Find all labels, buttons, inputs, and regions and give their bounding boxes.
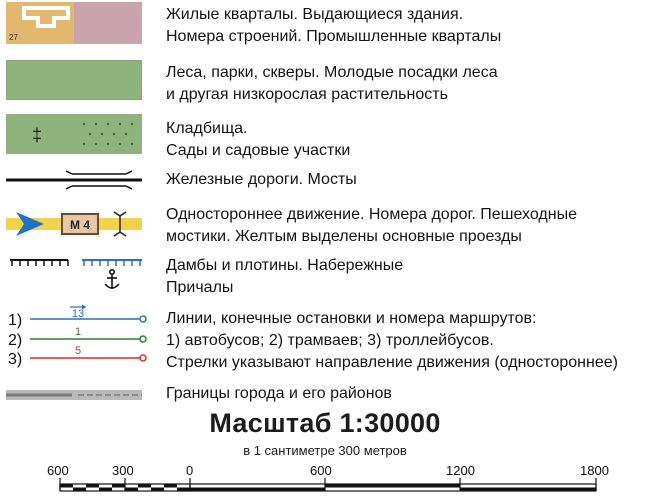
route-trolleybus: [8, 345, 146, 368]
cemetery-symbol: [6, 114, 142, 154]
anchor-icon: [105, 270, 119, 289]
scale-tick-1200: 1200: [446, 463, 475, 478]
legend-text-dams: Дамбы и плотины. Набережные Причалы: [166, 257, 404, 296]
building-number: 27: [9, 33, 18, 42]
scale-tick-600-left: 600: [47, 463, 69, 478]
legend-text-railway: Железные дороги. Мосты: [166, 171, 357, 188]
route-bus-stop-icon: [140, 316, 146, 322]
route-tram-prefix: 2): [8, 332, 23, 349]
legend-row-residential: [0, 0, 650, 48]
legend-text-boundary: Границы города и его районов: [166, 385, 392, 402]
route-bus-prefix: 1): [8, 312, 23, 329]
boundary-symbol: [6, 384, 142, 406]
scale-tick-600: 600: [310, 463, 332, 478]
legend-row-boundary: [0, 380, 650, 408]
legend-text-oneway: Одностороннее движение. Номера дорог. Пешеходные мостики. Желтым выделены основные проезды: [166, 206, 577, 245]
scale-bar: [0, 478, 650, 500]
transit-symbol: [0, 304, 160, 374]
legend-text-forest: Леса, парки, скверы. Молодые посадки леса и другая низкорослая растительность: [166, 64, 498, 103]
legend-row-transit: [0, 304, 650, 374]
railway-symbol: [6, 170, 142, 190]
legend-text-residential: Жилые кварталы. Выдающиеся здания. Номера строений. Промышленные кварталы: [166, 6, 502, 45]
cemetery-swatch: [6, 114, 142, 154]
scale-tick-0: 0: [186, 463, 194, 478]
cross-icon: ‡: [32, 125, 43, 145]
route-trolleybus-prefix: 3): [8, 351, 23, 368]
dams-svg: [6, 254, 146, 294]
route-trolleybus-number: 5: [74, 345, 82, 357]
railway-svg: [6, 170, 142, 190]
scale-subtitle: в 1 сантиметре 300 метров: [243, 443, 407, 458]
legend-text-transit: Линии, конечные остановки и номера маршрутов: 1) автобусов; 2) трамваев; 3) троллейбусов. Стрелки указывают направление движения (одностороннее): [166, 310, 618, 371]
oneway-svg: [6, 206, 142, 242]
transit-svg: [0, 304, 160, 374]
residential-swatch: [6, 2, 142, 44]
dams-symbol: [6, 254, 146, 294]
legend-text-cemetery: Кладбища. Сады и садовые участки: [166, 120, 351, 159]
route-tram-stop-icon: [140, 336, 146, 342]
route-tram-number: 1: [74, 326, 82, 338]
residential-symbol: [6, 2, 142, 44]
legend-row-cemetery: [0, 112, 650, 158]
industrial-area: [74, 2, 142, 44]
legend-row-railway: [0, 166, 650, 192]
boundary-svg: [6, 384, 142, 406]
cemetery-area: [6, 114, 142, 154]
route-bus-number: 13: [71, 308, 85, 320]
forest-swatch: [6, 60, 142, 100]
route-trolleybus-stop-icon: [140, 355, 146, 361]
oneway-symbol: [6, 206, 142, 242]
scale-tick-300-left: 300: [112, 463, 134, 478]
legend-row-dams: [0, 254, 650, 296]
legend-row-oneway: [0, 202, 650, 248]
legend-row-forest: [0, 58, 650, 104]
scale-title: Масштаб 1:30000: [209, 408, 441, 438]
road-number-label: М 4: [69, 218, 91, 232]
scale-tick-1800: 1800: [580, 463, 609, 478]
